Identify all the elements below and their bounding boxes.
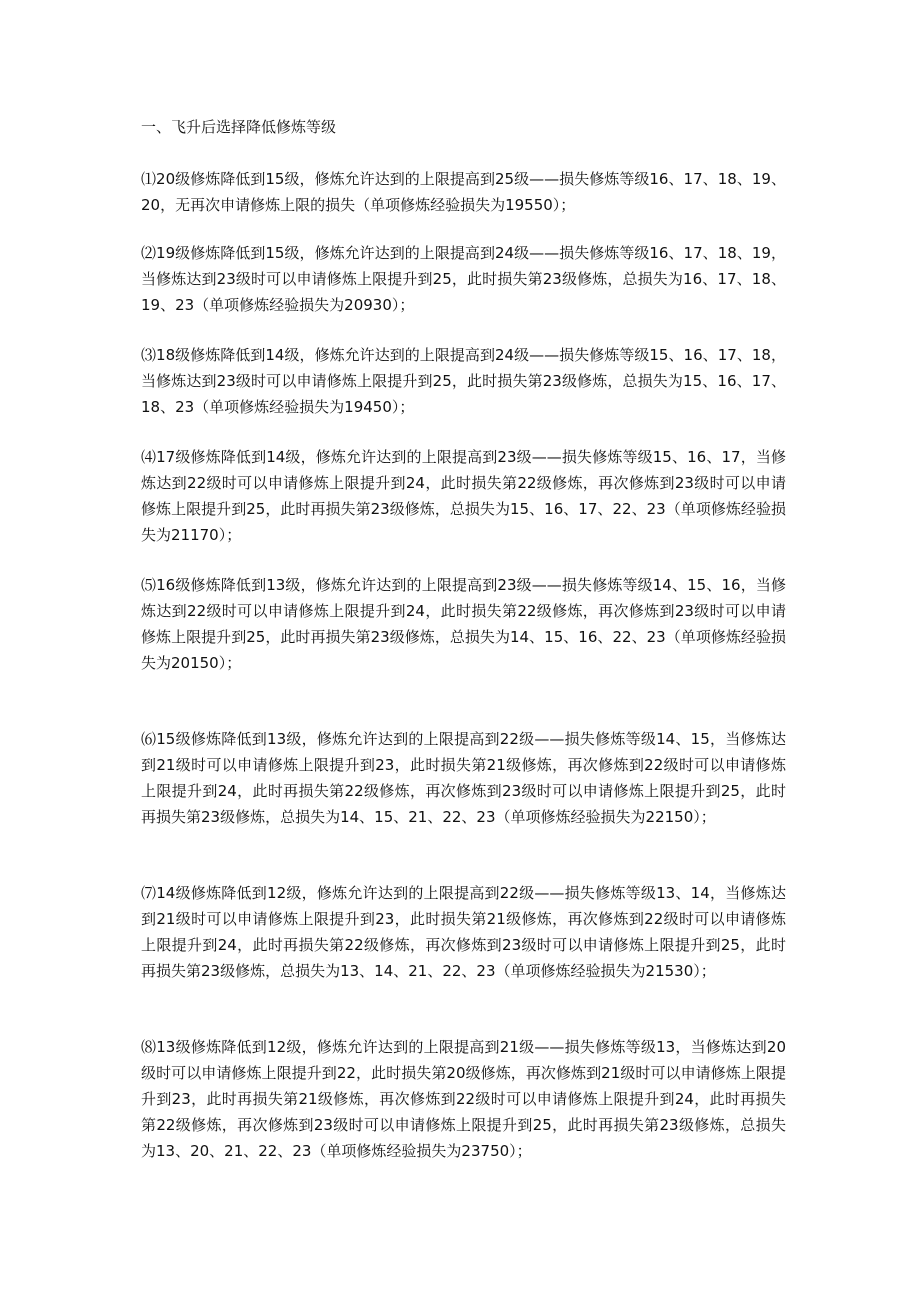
paragraph-5: ⑸16级修炼降低到13级，修炼允许达到的上限提高到23级——损失修炼等级14、15、16，当修炼达到22级时可以申请修炼上限提升到24，此时损失第22级修炼，再次修炼到23级时可以申请修炼上限提升到25，此时再损失第23级修炼，总损失为14、15、16、22、23（单项修炼经验损失为20150）； bbox=[141, 576, 786, 672]
paragraph-1: ⑴20级修炼降低到15级，修炼允许达到的上限提高到25级——损失修炼等级16、17、18、19、20，无再次申请修炼上限的损失（单项修炼经验损失为19550）； bbox=[141, 170, 786, 214]
paragraph-2: ⑵19级修炼降低到15级，修炼允许达到的上限提高到24级——损失修炼等级16、17、18、19，当修炼达到23级时可以申请修炼上限提升到25，此时损失第23级修炼，总损失为16、17、18、19、23（单项修炼经验损失为20930）； bbox=[141, 244, 786, 314]
section-heading: 一、飞升后选择降低修炼等级 bbox=[141, 118, 337, 136]
paragraph-7: ⑺14级修炼降低到12级，修炼允许达到的上限提高到22级——损失修炼等级13、14，当修炼达到21级时可以申请修炼上限提升到23，此时损失第21级修炼，再次修炼到22级时可以申请修炼上限提升到24，此时再损失第22级修炼，再次修炼到23级时可以申请修炼上限提升到25，此时再损失第23级修炼，总损失为13、14、21、22、23（单项修炼经验损失为21530）； bbox=[141, 884, 786, 980]
paragraph-3: ⑶18级修炼降低到14级，修炼允许达到的上限提高到24级——损失修炼等级15、16、17、18，当修炼达到23级时可以申请修炼上限提升到25，此时损失第23级修炼，总损失为15、16、17、18、23（单项修炼经验损失为19450）； bbox=[141, 346, 786, 416]
paragraph-4: ⑷17级修炼降低到14级，修炼允许达到的上限提高到23级——损失修炼等级15、16、17，当修炼达到22级时可以申请修炼上限提升到24，此时损失第22级修炼，再次修炼到23级时可以申请修炼上限提升到25，此时再损失第23级修炼，总损失为15、16、17、22、23（单项修炼经验损失为21170）； bbox=[141, 448, 786, 544]
paragraph-6: ⑹15级修炼降低到13级，修炼允许达到的上限提高到22级——损失修炼等级14、15，当修炼达到21级时可以申请修炼上限提升到23，此时损失第21级修炼，再次修炼到22级时可以申请修炼上限提升到24，此时再损失第22级修炼，再次修炼到23级时可以申请修炼上限提升到25，此时再损失第23级修炼，总损失为14、15、21、22、23（单项修炼经验损失为22150）； bbox=[141, 730, 786, 826]
paragraph-8: ⑻13级修炼降低到12级，修炼允许达到的上限提高到21级——损失修炼等级13，当修炼达到20级时可以申请修炼上限提升到22，此时损失第20级修炼，再次修炼到21级时可以申请修炼上限提升到23，此时再损失第21级修炼，再次修炼到22级时可以申请修炼上限提升到24，此时再损失第22级修炼，再次修炼到23级时可以申请修炼上限提升到25，此时再损失第23级修炼，总损失为13、20、21、22、23（单项修炼经验损失为23750）； bbox=[141, 1038, 786, 1160]
